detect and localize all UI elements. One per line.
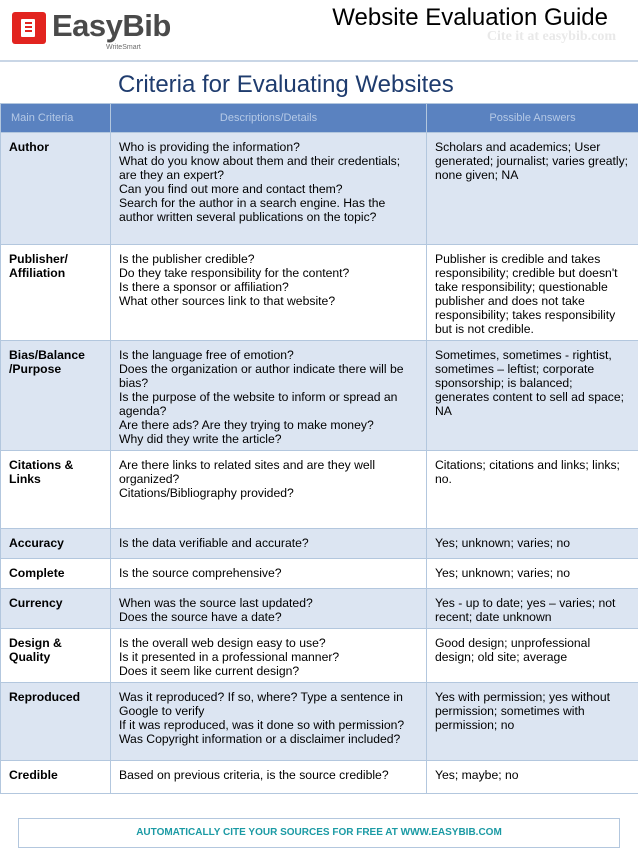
details-cell — [111, 683, 427, 761]
detail-line: What do you know about them and their credentials; are they an expert? — [119, 154, 401, 182]
table-row — [1, 341, 638, 451]
details-cell — [111, 589, 427, 629]
logo-name: EasyBib — [52, 8, 171, 43]
detail-line: Is there a sponsor or affiliation? — [119, 280, 289, 294]
footer-banner — [18, 818, 620, 848]
table-row — [1, 529, 638, 559]
detail-line: Do they take responsibility for the content? — [119, 266, 350, 280]
detail-line: Is it presented in a professional manner? — [119, 650, 340, 664]
logo-tagline: WriteSmart — [106, 44, 141, 51]
detail-line: When was the source last updated? — [119, 596, 313, 610]
criteria-cell: Credible — [1, 761, 111, 794]
criteria-cell: Author — [1, 133, 111, 245]
answers-cell: Sometimes, sometimes - rightist, sometimes – leftist; corporate sponsorship; is balanced; generates content to sell ad space; NA — [427, 341, 638, 451]
criteria-cell: Design & Quality — [1, 629, 111, 683]
answers-cell: Yes; unknown; varies; no — [427, 529, 638, 559]
detail-line: Are there ads? Are they trying to make money? — [119, 418, 374, 432]
table-header-row — [1, 104, 638, 133]
criteria-cell: Bias/Balance /Purpose — [1, 341, 111, 451]
details-cell — [111, 451, 427, 529]
answers-cell: Yes - up to date; yes – varies; not recent; date unknown — [427, 589, 638, 629]
answers-cell: Scholars and academics; User generated; journalist; varies greatly; none given; NA — [427, 133, 638, 245]
table-row — [1, 683, 638, 761]
details-cell — [111, 245, 427, 341]
footer-link-text[interactable]: AUTOMATICALLY CITE YOUR SOURCES FOR FREE AT WWW.EASYBIB.COM — [136, 827, 502, 838]
details-cell — [111, 761, 427, 794]
details-cell — [111, 341, 427, 451]
detail-line: Does the source have a date? — [119, 610, 282, 624]
book-icon — [12, 12, 46, 44]
details-cell — [111, 629, 427, 683]
criteria-cell: Citations & Links — [1, 451, 111, 529]
answers-cell: Publisher is credible and takes responsibility; credible but doesn't take responsibility; questionable publisher and does not take responsibility; takes responsibility but is not credible. — [427, 245, 638, 341]
details-cell — [111, 529, 427, 559]
detail-line: Citations/Bibliography provided? — [119, 486, 294, 500]
page-header — [0, 0, 638, 62]
answers-cell: Good design; unprofessional design; old site; average — [427, 629, 638, 683]
detail-line: What other sources link to that website? — [119, 294, 336, 308]
table-row — [1, 761, 638, 794]
criteria-cell: Reproduced — [1, 683, 111, 761]
answers-cell: Yes with permission; yes without permission; sometimes with permission; no — [427, 683, 638, 761]
detail-line: Is the language free of emotion? — [119, 348, 294, 362]
detail-line: Are there links to related sites and are they well organized? — [119, 458, 376, 486]
detail-line: Is the source comprehensive? — [119, 566, 282, 580]
table-body — [1, 133, 638, 794]
table-row — [1, 451, 638, 529]
answers-cell: Yes; unknown; varies; no — [427, 559, 638, 589]
criteria-cell: Currency — [1, 589, 111, 629]
criteria-cell: Publisher/ Affiliation — [1, 245, 111, 341]
table-row — [1, 559, 638, 589]
section-title: Criteria for Evaluating Websites — [118, 71, 454, 98]
detail-line: Was it reproduced? If so, where? Type a sentence in Google to verify — [119, 690, 403, 718]
criteria-cell: Complete — [1, 559, 111, 589]
detail-line: Is the data verifiable and accurate? — [119, 536, 309, 550]
table-row — [1, 133, 638, 245]
easybib-logo — [8, 6, 171, 52]
detail-line: Search for the author in a search engine. Has the author written several publications on the topic? — [119, 196, 386, 224]
table-row — [1, 589, 638, 629]
detail-line: Based on previous criteria, is the source credible? — [119, 768, 389, 782]
column-header-answers: Possible Answers — [427, 104, 638, 133]
details-cell — [111, 559, 427, 589]
answers-cell: Citations; citations and links; links; no. — [427, 451, 638, 529]
table-row — [1, 245, 638, 341]
detail-line: Does the organization or author indicate there will be bias? — [119, 362, 404, 390]
details-cell — [111, 133, 427, 245]
answers-cell: Yes; maybe; no — [427, 761, 638, 794]
detail-line: Why did they write the article? — [119, 432, 282, 446]
detail-line: Is the overall web design easy to use? — [119, 636, 326, 650]
document-title: Website Evaluation Guide — [332, 4, 608, 31]
detail-line: Who is providing the information? — [119, 140, 300, 154]
table-row — [1, 629, 638, 683]
detail-line: If it was reproduced, was it done so with permission? Was Copyright information or a disclaimer included? — [119, 718, 405, 746]
detail-line: Is the purpose of the website to inform or spread an agenda? — [119, 390, 398, 418]
detail-line: Can you find out more and contact them? — [119, 182, 343, 196]
detail-line: Is the publisher credible? — [119, 252, 255, 266]
criteria-cell: Accuracy — [1, 529, 111, 559]
detail-line: Does it seem like current design? — [119, 664, 300, 678]
document-subtitle: Cite it at easybib.com — [486, 29, 616, 44]
column-header-details: Descriptions/Details — [111, 104, 427, 133]
criteria-table — [0, 103, 638, 794]
column-header-main-criteria: Main Criteria — [1, 104, 111, 133]
